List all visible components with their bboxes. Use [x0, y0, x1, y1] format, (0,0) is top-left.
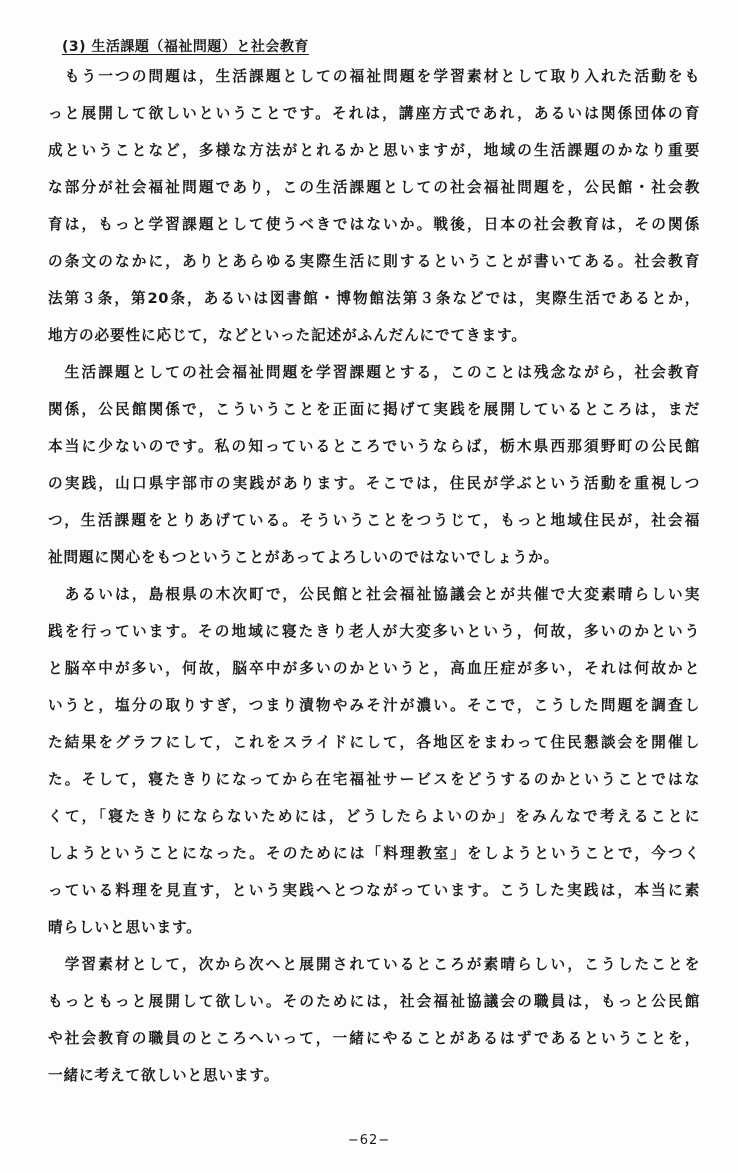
text-line: た結果をグラフにして，これをスライドにして，各地区をまわって住民懇談会を開催し [48, 734, 700, 751]
section-heading: (3) 生活課題（福祉問題）と社会教育 [62, 39, 309, 55]
text-line: 一緒に考えて欲しいと思います。 [48, 1067, 280, 1084]
text-line: 成ということなど，多様な方法がとれるかと思いますが，地域の生活課題のかなり重要 [48, 142, 700, 159]
text-line: っている料理を見直す，という実践へとつながっています。こうした実践は，本当に素 [48, 882, 700, 899]
text-line: 生活課題としての社会福祉問題を学習課題とする，このことは残念ながら，社会教育 [48, 364, 700, 381]
text-line: 関係，公民館関係で，こういうことを正面に掲げて実践を展開しているところは，まだ [48, 401, 700, 418]
text-line: いうと，塩分の取りすぎ，つまり漬物やみそ汁が濃い。そこで，こうした問題を調査し [48, 697, 700, 714]
text-line: 践を行っています。その地域に寝たきり老人が大変多いという，何故，多いのかという [48, 623, 700, 640]
text-line: 地方の必要性に応じて，などといった記述がふんだんにでてきます。 [48, 327, 527, 344]
text-line: つ，生活課題をとりあげている。そういうことをつうじて，もっと地域住民が，社会福 [48, 512, 700, 529]
page-number: −62− [347, 1133, 391, 1148]
text-line: もっともっと展開して欲しい。そのためには，社会福祉協議会の職員は，もっと公民館 [48, 993, 700, 1010]
text-line: もう一つの問題は，生活課題としての福祉問題を学習素材として取り入れた活動をも [48, 68, 700, 85]
text-line: 本当に少ないのです。私の知っているところでいうならば，栃木県西那須野町の公民館 [48, 438, 700, 455]
text-line: くて，「寝たきりにならないためには，どうしたらよいのか」をみんなで考えることに [48, 808, 700, 825]
text-line: や社会教育の職員のところへいって，一緒にやることがあるはずであるということを， [48, 1030, 700, 1047]
text-line: の条文のなかに，ありとあらゆる実際生活に則するということが書いてある。社会教育 [48, 253, 700, 270]
text-line: と脳卒中が多い，何故，脳卒中が多いのかというと，高血圧症が多い，それは何故かと [48, 660, 700, 677]
text-line: あるいは，島根県の木次町で，公民館と社会福祉協議会とが共催で大変素晴らしい実 [48, 586, 700, 603]
text-line: な部分が社会福祉問題であり，この生活課題としての社会福祉問題を，公民館・社会教 [48, 179, 700, 196]
text-line: 育は，もっと学習課題として使うべきではないか。戦後，日本の社会教育は，その関係 [48, 216, 700, 233]
text-line: 学習素材として，次から次へと展開されているところが素晴らしい，こうしたことを [48, 956, 700, 973]
text-line: た。そして，寝たきりになってから在宅福祉サービスをどうするのかということではな [48, 771, 700, 788]
text-line: っと展開して欲しいということです。それは，講座方式であれ，あるいは関係団体の育 [48, 105, 700, 122]
text-line: 晴らしいと思います。 [48, 919, 202, 936]
text-line: の実践，山口県宇部市の実践があります。そこでは，住民が学ぶという活動を重視しつ [48, 475, 700, 492]
text-line: しようということになった。そのためには「料理教室」をしようということで，今つく [48, 845, 700, 862]
text-line: 法第３条，第20条，あるいは図書館・博物館法第３条などでは，実際生活であるとか， [48, 290, 700, 307]
text-line: 祉問題に関心をもつということがあってよろしいのではないでしょうか。 [48, 549, 560, 566]
